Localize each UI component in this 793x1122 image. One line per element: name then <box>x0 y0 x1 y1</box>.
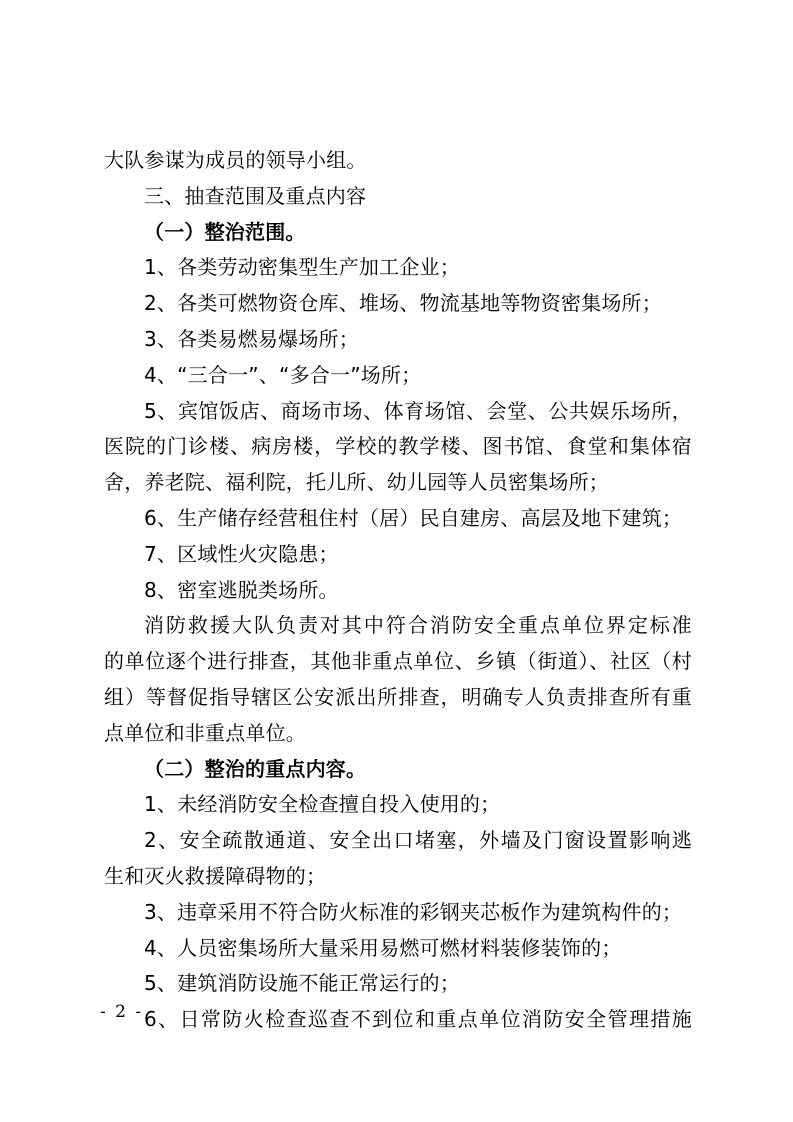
subsection-heading: （一）整治范围。 <box>144 219 306 244</box>
list-item: 4、“三合一”、“多合一”场所； <box>144 362 422 387</box>
list-item: 7、区域性火灾隐患； <box>144 541 339 566</box>
list-item: 8、密室逃脱类场所。 <box>144 577 339 602</box>
list-item: 1、未经消防安全检查擅自投入使用的； <box>144 792 501 817</box>
list-item: 5、建筑消防设施不能正常运行的； <box>144 971 460 996</box>
subsection-heading: （二）整治的重点内容。 <box>144 756 367 781</box>
paragraph-line: 大队参谋为成员的领导小组。 <box>104 148 367 172</box>
paragraph-line: 消防救援大队负责对其中符合消防安全重点单位界定标准 <box>144 613 692 638</box>
paragraph-line: 点单位和非重点单位。 <box>104 720 306 745</box>
list-item-continuation: 生和灭火救援障碍物的； <box>104 863 327 888</box>
list-item: 3、违章采用不符合防火标准的彩钢夹芯板作为建筑构件的； <box>144 899 683 924</box>
paragraph-line: 的单位逐个进行排查，其他非重点单位、乡镇（街道）、社区（村 <box>104 649 692 674</box>
paragraph-line: 组）等督促指导辖区公安派出所排查，明确专人负责排查所有重 <box>104 684 692 709</box>
page-number: - 2 - <box>100 1002 144 1022</box>
list-item-continuation: 医院的门诊楼、病房楼，学校的教学楼、图书馆、食堂和集体宿 <box>104 434 692 459</box>
list-item-continuation: 舍，养老院、福利院，托儿所、幼儿园等人员密集场所； <box>104 470 609 495</box>
document-body <box>104 143 692 1038</box>
list-item: 6、生产储存经营租住村（居）民自建房、高层及地下建筑； <box>144 505 683 530</box>
list-item: 4、人员密集场所大量采用易燃可燃材料装修装饰的； <box>144 935 622 960</box>
list-item: 1、各类劳动密集型生产加工企业； <box>144 255 460 280</box>
section-heading: 三、抽查范围及重点内容 <box>144 183 367 208</box>
list-item: 6、日常防火检查巡查不到位和重点单位消防安全管理措施 <box>144 1007 692 1032</box>
list-item: 3、各类易燃易爆场所； <box>144 326 359 351</box>
list-item: 2、安全疏散通道、安全出口堵塞，外墙及门窗设置影响逃 <box>144 828 692 853</box>
list-item: 5、宾馆饭店、商场市场、体育场馆、会堂、公共娱乐场所， <box>144 398 692 423</box>
list-item: 2、各类可燃物资仓库、堆场、物流基地等物资密集场所； <box>144 291 662 316</box>
